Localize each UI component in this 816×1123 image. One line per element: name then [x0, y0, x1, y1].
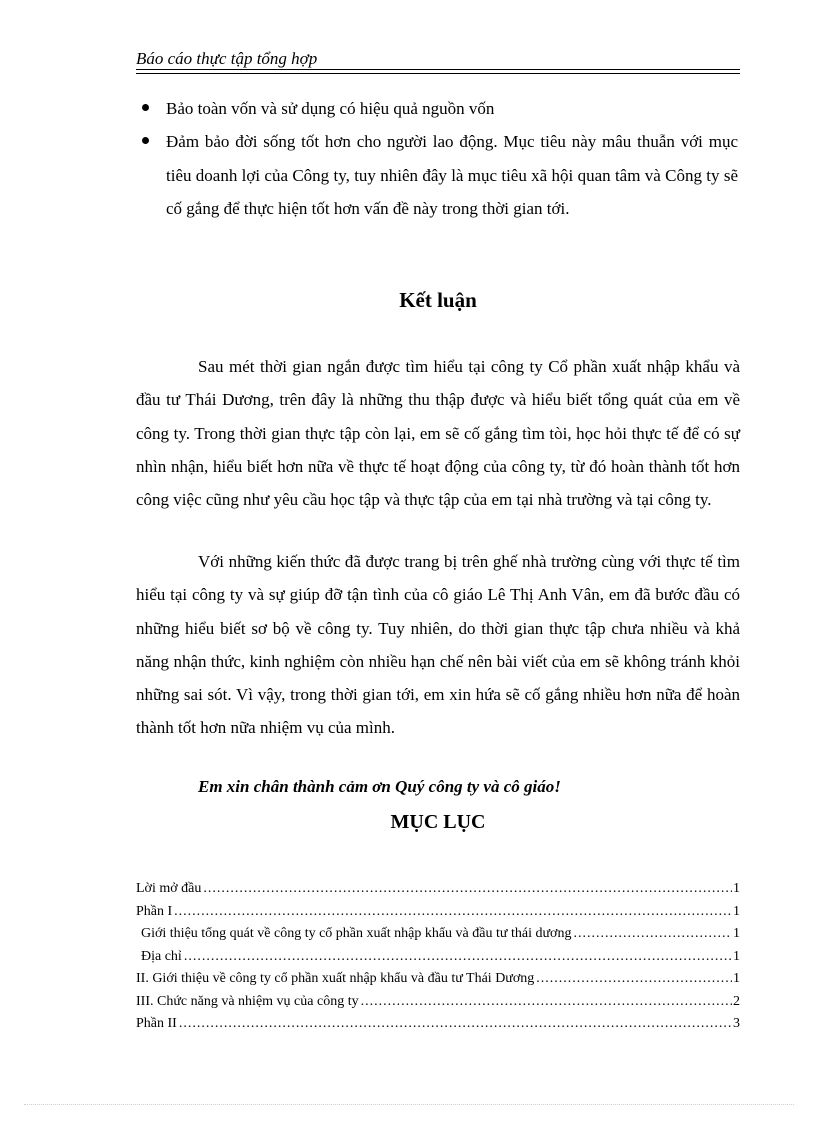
toc-heading: MỤC LỤC [390, 811, 486, 833]
toc-leader-dots [184, 946, 732, 969]
toc-entry-label: Lời mở đầu [136, 881, 202, 896]
toc-leader-dots [361, 991, 732, 1014]
toc-entry[interactable] [136, 923, 740, 946]
toc-entry[interactable] [136, 878, 740, 901]
toc-entry-page: 1 [733, 903, 740, 919]
objective-bullet-list [140, 92, 738, 225]
toc-leader-dots [179, 1013, 732, 1036]
bullet-item [140, 125, 738, 225]
toc-entry[interactable] [136, 1013, 740, 1036]
toc-entry-label: Phần I [136, 903, 173, 919]
toc-entry[interactable] [136, 946, 740, 969]
conclusion-paragraph-2: Với những kiến thức đã được trang bị trên ghế nhà trường cùng với thực tế tìm hiểu tại công ty và sự giúp đỡ tận tình của cô giáo Lê Thị Anh Vân, em đã bước đầu có những hiểu biết sơ bộ về công ty. Tuy nhiên, do thời gian thực tập chưa nhiều và khả năng nhận thức, kinh nghiệm còn nhiều hạn chế nên bài viết của em sẽ không tránh khỏi những sai sót. Vì vậy, trong thời gian tới, em xin hứa sẽ cố gắng nhiều hơn nữa để hoàn thành tốt hơn nữa nhiệm vụ của mình. [136, 552, 740, 738]
page-header-title: Báo cáo thực tập tổng hợp [136, 49, 318, 68]
bullet-icon [142, 104, 149, 111]
thanks-line: Em xin chân thành cảm ơn Quý công ty và cô giáo! [198, 777, 561, 796]
toc-entry-label: Địa chỉ [141, 948, 182, 964]
bullet-text: Đảm bảo đời sống tốt hơn cho người lao động. Mục tiêu này mâu thuẫn với mục tiêu doanh lợi của Công ty, tuy nhiên đây là mục tiêu xã hội quan tâm và Công ty sẽ cố gắng để thực hiện tốt hơn vấn đề này trong thời gian tới. [166, 132, 738, 218]
toc-entry-page: 2 [733, 993, 740, 1009]
toc-entry[interactable] [136, 968, 740, 991]
toc-leader-dots [174, 901, 732, 924]
page-bottom-divider [24, 1104, 794, 1105]
bullet-item [140, 92, 738, 125]
toc-entry-label: III. Chức năng và nhiệm vụ của công ty [136, 993, 359, 1009]
toc-entry[interactable] [136, 991, 740, 1014]
toc-entry-page: 1 [733, 971, 740, 986]
toc-entry[interactable] [136, 901, 740, 924]
toc-entry-page: 1 [733, 881, 740, 896]
header-rule-thick [136, 69, 740, 70]
toc-entry-label: II. Giới thiệu về công ty cổ phần xuất nhập khẩu và đầu tư Thái Dương [136, 971, 535, 986]
toc-entry-label: Giới thiệu tổng quát về công ty cổ phần xuất nhập khẩu và đầu tư thái dương [141, 926, 572, 941]
toc-leader-dots [536, 968, 732, 991]
bullet-text: Bảo toàn vốn và sử dụng có hiệu quả nguồn vốn [166, 99, 495, 118]
toc-entry-page: 1 [733, 926, 740, 941]
toc-leader-dots [573, 923, 732, 946]
conclusion-heading: Kết luận [399, 288, 477, 312]
toc-entry-page: 3 [733, 1016, 740, 1031]
toc-entry-page: 1 [733, 948, 740, 964]
bullet-icon [142, 137, 149, 144]
header-rule-thin [136, 73, 740, 74]
toc-entry-label: Phần II [136, 1016, 177, 1031]
conclusion-paragraph-1: Sau mét thời gian ngắn được tìm hiểu tại công ty Cổ phần xuất nhập khẩu và đầu tư Thái Dương, trên đây là những thu thập được và hiểu biết tổng quát của em về công ty. Trong thời gian thực tập còn lại, em sẽ cố gắng tìm tòi, học hỏi thực tế để có sự nhìn nhận, hiểu biết hơn nữa về thực tế hoạt động của công ty, từ đó hoàn thành tốt hơn công việc cũng như yêu cầu học tập và thực tập của em tại nhà trường và tại công ty. [136, 357, 740, 510]
table-of-contents [136, 878, 740, 1036]
toc-leader-dots [203, 878, 732, 901]
